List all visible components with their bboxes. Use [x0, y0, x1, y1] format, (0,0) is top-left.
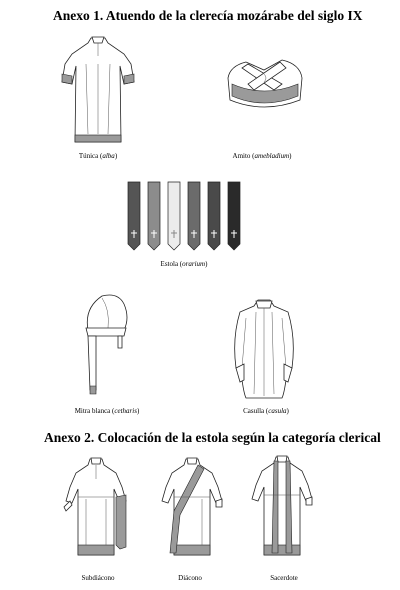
amebladium-caption: Amito (amebladium) — [232, 152, 292, 160]
stole-band — [148, 182, 160, 250]
alba-illustration — [58, 34, 138, 149]
orarium-caption: Estola (orarium) — [160, 260, 208, 268]
alba-caption: Túnica (alba) — [78, 152, 118, 160]
stole-band — [128, 182, 140, 250]
stole-band — [208, 182, 220, 250]
stole-band — [168, 182, 180, 250]
casula-illustration — [232, 298, 296, 402]
casula-caption: Casulla (casula) — [243, 407, 289, 415]
subdeacon-caption: Subdiácono — [81, 574, 115, 582]
annex2-title: Anexo 2. Colocación de la estola según la categoría clerical — [44, 430, 381, 445]
stole-band — [188, 182, 200, 250]
priest-illustration — [246, 453, 326, 567]
cetharis-caption: Mitra blanca (cetharis) — [74, 407, 140, 415]
deacon-caption: Diácono — [178, 574, 202, 582]
amebladium-illustration — [224, 56, 306, 126]
stole-band — [228, 182, 240, 250]
orarium-illustration — [125, 180, 247, 252]
deacon-illustration — [156, 455, 236, 567]
cetharis-illustration — [78, 292, 138, 402]
subdeacon-illustration — [60, 455, 140, 567]
annex1-title: Anexo 1. Atuendo de la clerecía mozárabe del siglo IX — [53, 8, 363, 23]
priest-caption: Sacerdote — [270, 574, 298, 582]
